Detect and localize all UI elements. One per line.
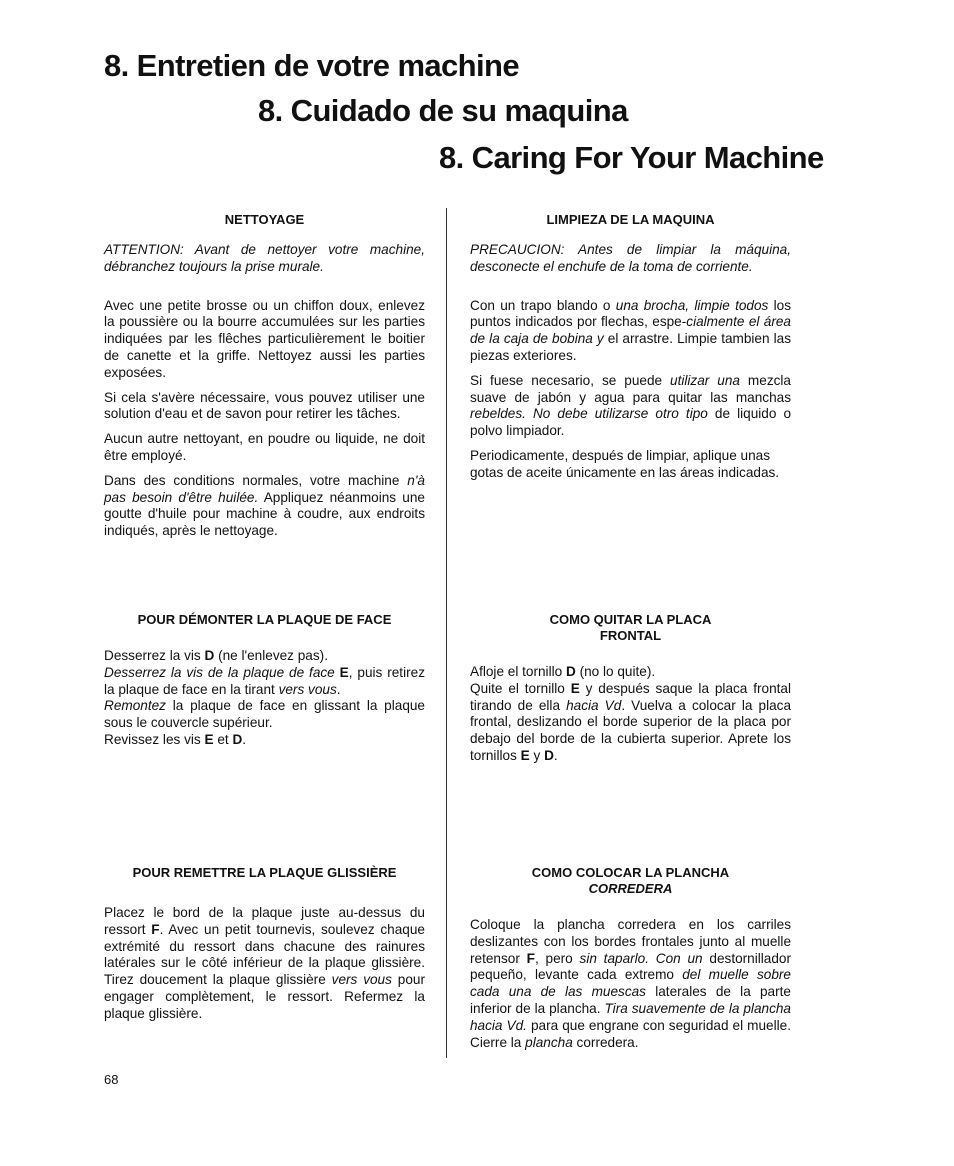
title-spanish: 8. Cuidado de su maquina bbox=[258, 93, 628, 128]
section-colocar-plancha bbox=[470, 865, 791, 1059]
section-nettoyage bbox=[104, 212, 425, 548]
paragraph: Con un trapo blando o una brocha, limpie todos los puntos indicados por flechas, espe-cialmente el área de la caja de bobina y el arrastre. Limpie tambien las piezas exteriores. bbox=[470, 297, 792, 363]
heading-quitar-2: FRONTAL bbox=[599, 628, 662, 643]
paragraph: Aucun autre nettoyant, en poudre ou liquide, ne doit être employé. bbox=[104, 431, 425, 463]
section-limpieza bbox=[470, 212, 791, 490]
title-english: 8. Caring For Your Machine bbox=[439, 140, 824, 175]
paragraph: Avec une petite brosse ou un chiffon doux, enlevez la poussière ou la bourre accumulées sur les parties indiquées par les flêches particulièrement le boitier de canette et la griffe. Nettoyez aussi les parties exposées. bbox=[104, 297, 425, 380]
heading-demonter: POUR DÉMONTER LA PLAQUE DE FACE bbox=[137, 612, 392, 627]
paragraph: Placez le bord de la plaque juste au-dessus du ressort F. Avec un petit tournevis, soulevez chaque extrémité du ressort dans chacune des rainures latérales sur le côté inférieur de la plaque glissière. Tirez doucement la plaque glissière vers vous pour engager complètement, le ressort. Refermez la plaque glissière. bbox=[104, 905, 426, 1021]
heading-colocar-1: COMO COLOCAR LA PLANCHA bbox=[531, 865, 730, 880]
paragraph: Coloque la plancha corredera en los carriles deslizantes con los bordes frontales junto al muelle retensor F, pero sin taparlo. Con un destornillador pequeño, levante cada extremo del muelle sobre cada una de las muescas laterales de la parte inferior de la plancha. Tira suavemente de la plancha hacia Vd. para que engrane con seguridad el muelle. Cierre la plancha corredera. bbox=[470, 917, 792, 1050]
heading-nettoyage: NETTOYAGE bbox=[224, 212, 305, 227]
paragraph: Si cela s'avère nécessaire, vous pouvez utiliser une solution d'eau et de savon pour retirer les tâches. bbox=[104, 389, 425, 422]
section-quitar-placa bbox=[470, 612, 791, 765]
paragraph: Si fuese necesario, se puede utilizar una mezcla suave de jabón y agua para quitar las manchas rebeldes. No debe utilizarse otro tipo de liquido o polvo limpiador. bbox=[470, 372, 792, 439]
paragraph: Desserrez la vis D (ne l'enlevez pas). Desserrez la vis de la plaque de face E, puis retirez la plaque de face en la tirant vers vous. Remontez la plaque de face en glissant la plaque sous le couvercle supérieur. Revissez les vis E et D. bbox=[104, 648, 425, 747]
heading-limpieza: LIMPIEZA DE LA MAQUINA bbox=[546, 212, 715, 227]
section-demonter-plaque bbox=[104, 612, 425, 749]
paragraph: Afloje el tornillo D (no lo quite). Quite el tornillo E y después saque la placa frontal tirando de ella hacia Vd. Vuelva a colocar la placa frontal, deslizando el borde superior de la placa por debajo del borde de la cubierta superior. Aprete los tornillos E y D. bbox=[470, 664, 792, 763]
section-remettre-plaque bbox=[104, 865, 425, 1031]
heading-remettre: POUR REMETTRE LA PLAQUE GLISSIÈRE bbox=[132, 865, 397, 880]
attention-note: ATTENTION: Avant de nettoyer votre machine, débranchez toujours la prise murale. bbox=[104, 242, 425, 274]
page-number: 68 bbox=[104, 1072, 119, 1087]
paragraph: Periodicamente, después de limpiar, aplique unas gotas de aceite únicamente en las áreas indicadas. bbox=[470, 447, 780, 480]
heading-colocar-2: CORREDERA bbox=[588, 881, 673, 896]
title-french: 8. Entretien de votre machine bbox=[104, 48, 520, 83]
precaucion-note: PRECAUCION: Antes de limpiar la máquina, desconecte el enchufe de la toma de corriente. bbox=[470, 242, 791, 274]
column-divider bbox=[446, 208, 447, 1058]
heading-quitar-1: COMO QUITAR LA PLACA bbox=[549, 612, 712, 627]
paragraph: Dans des conditions normales, votre machine n'à pas besoin d'être huilée. Appliquez néanmoins une goutte d'huile pour machine à coudre, aux endroits indiqués, après le nettoyage. bbox=[104, 472, 425, 539]
